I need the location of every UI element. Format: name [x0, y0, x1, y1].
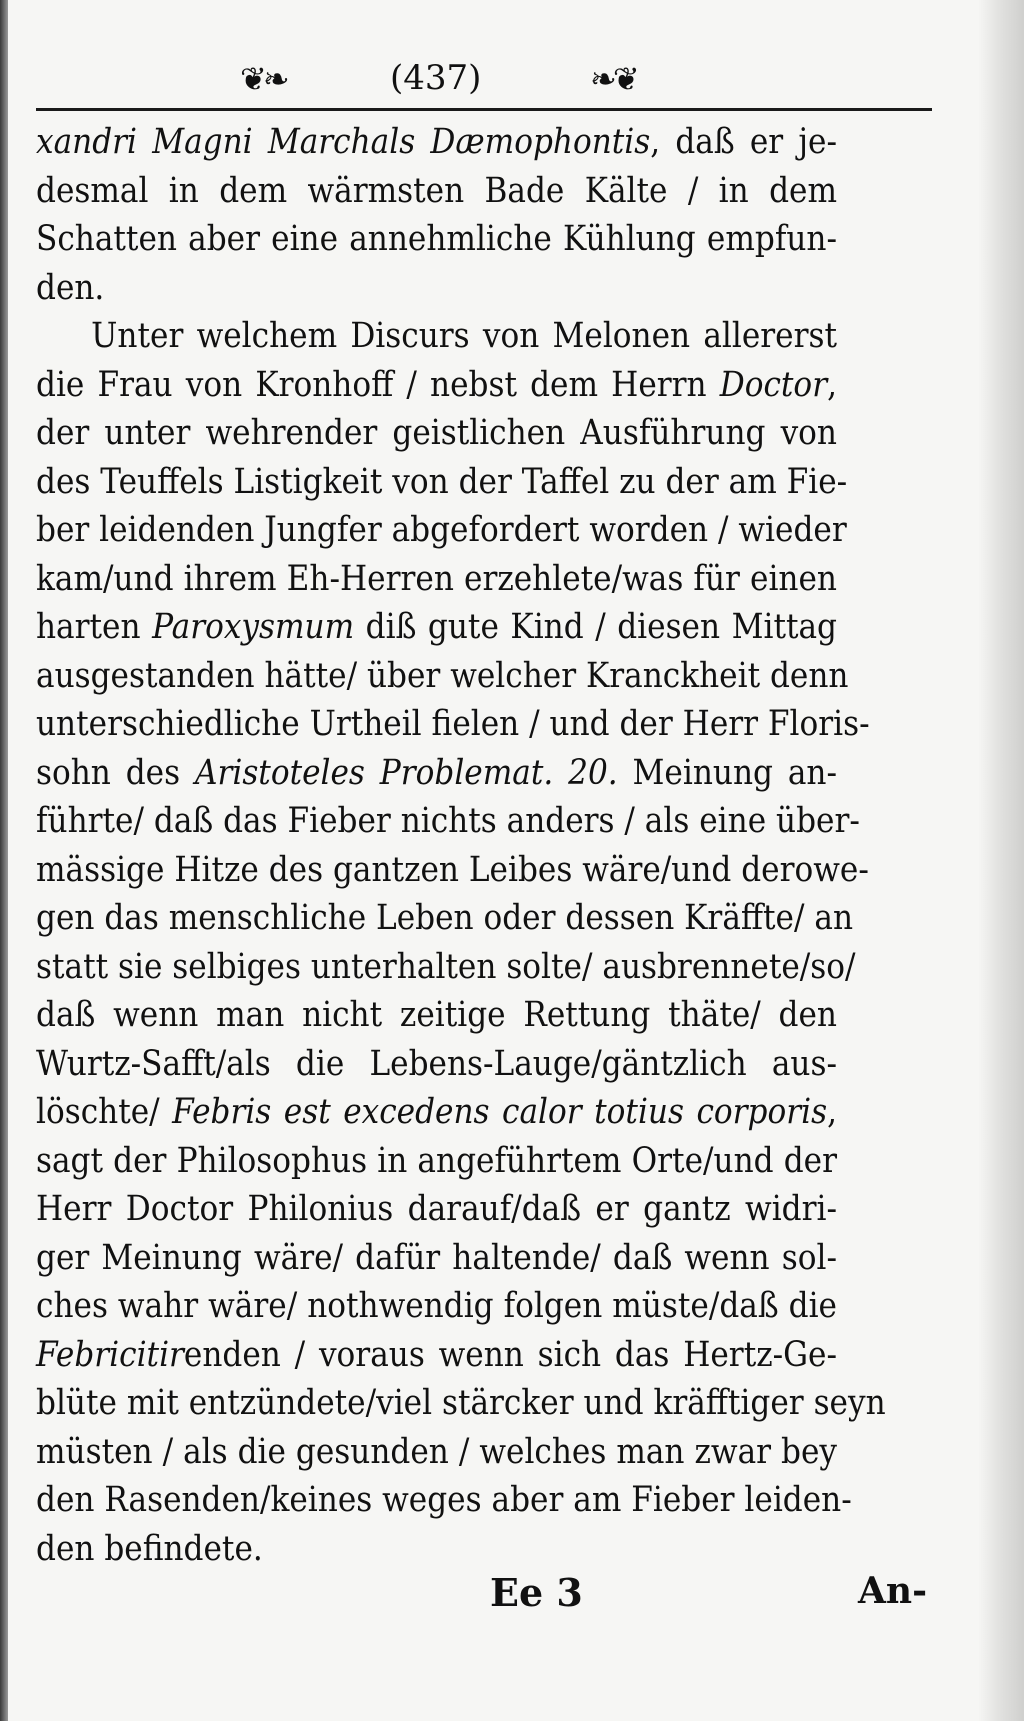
text-line [36, 167, 837, 216]
text-line [36, 1525, 837, 1574]
text-span: des Teuffels Listigkeit von der Taffel zu der am Fie- [36, 461, 848, 502]
text-span: den befindete. [36, 1528, 263, 1569]
text-span: enden / voraus wenn sich das Hertz-Ge- [183, 1334, 837, 1375]
text-line [36, 215, 837, 264]
italic-text: Doctor [719, 364, 828, 405]
text-span: den Rasenden/keines weges aber am Fieber leiden- [36, 1480, 852, 1520]
text-line [36, 1331, 837, 1380]
text-line [36, 1282, 837, 1331]
ornament-left-icon: ❦❧ [240, 60, 286, 98]
text-span: löschte/ [36, 1092, 173, 1132]
text-span: sohn des [36, 752, 195, 793]
text-span: , daß er je- [650, 122, 837, 162]
text-span: die Frau von Kronhoff / nebst dem Herrn [36, 364, 720, 405]
ornament-right-icon: ❧❦ [590, 60, 636, 98]
body-text [36, 118, 886, 1573]
text-line [36, 118, 837, 167]
text-span: ches wahr wäre/ nothwendig folgen müste/daß die [36, 1286, 837, 1326]
text-span: kam/und ihrem Eh-Herren erzehlete/was für einen [36, 558, 837, 599]
text-line [36, 555, 837, 604]
text-line [36, 797, 860, 846]
text-span: Unter welchem Discurs von Melonen allererst [91, 316, 838, 356]
text-span: ger Meinung wäre/ dafür haltende/ daß wenn sol- [36, 1237, 837, 1278]
text-line [36, 991, 837, 1040]
text-line [36, 264, 837, 313]
text-line [36, 700, 870, 749]
text-line [36, 1234, 837, 1283]
text-span: müsten / als die gesunden / welches man zwar bey [36, 1431, 837, 1472]
text-span: , [827, 364, 837, 405]
running-header [240, 58, 680, 104]
text-span: ber leidenden Jungfer abgefordert worden / wieder [36, 510, 847, 550]
text-line [36, 1428, 837, 1477]
text-span: , [827, 1092, 837, 1132]
text-span: blüte mit entzündete/viel stärcker und kräfftiger seyn [36, 1383, 886, 1423]
italic-text: Febricitir [36, 1334, 184, 1375]
text-span: desmal in dem wärmsten Bade Kälte / in dem [36, 170, 837, 211]
text-line [36, 1137, 837, 1186]
text-span: Schatten aber eine annehmliche Kühlung empfun- [36, 219, 837, 259]
text-line [36, 1185, 837, 1234]
text-span: den. [36, 267, 105, 308]
page-number: (437) [390, 58, 482, 98]
text-span: Herr Doctor Philonius darauf/daß er gantz widri- [36, 1189, 837, 1229]
italic-text: Aristoteles Problemat. 20. [194, 752, 618, 793]
text-line [36, 603, 837, 652]
text-line [36, 312, 837, 361]
text-span: unterschiedliche Urtheil fielen / und der Herr Floris- [36, 704, 870, 744]
text-span: Wurtz-Safft/als die Lebens-Lauge/gäntzlich aus- [36, 1043, 837, 1084]
text-span: der unter wehrender geistlichen Ausführung von [36, 413, 837, 453]
italic-text: Febris est excedens calor totius corporis [172, 1092, 828, 1132]
text-span: gen das menschliche Leben oder dessen Kräffte/ an [36, 898, 854, 938]
catchword: An- [858, 1570, 928, 1612]
text-span: harten [36, 607, 153, 647]
text-line [36, 943, 856, 992]
text-span: Meinung an- [617, 752, 837, 793]
italic-text: Paroxysmum [152, 607, 355, 647]
text-span: sagt der Philosophus in angeführtem Orte/und der [36, 1140, 837, 1181]
header-rule [36, 108, 932, 111]
text-span: ausgestanden hätte/ über welcher Kranckheit denn [36, 655, 849, 696]
signature-mark: Ee 3 [490, 1570, 583, 1615]
text-line [36, 506, 847, 555]
page-binding-shadow [0, 0, 8, 1721]
text-span: mässige Hitze des gantzen Leibes wäre/und derowe- [36, 849, 869, 890]
text-line [36, 361, 837, 410]
text-line [36, 652, 849, 701]
text-line [36, 458, 848, 507]
text-span: diß gute Kind / diesen Mittag [354, 607, 837, 647]
text-line [36, 749, 837, 798]
text-line [36, 1088, 837, 1137]
text-line [36, 846, 869, 895]
text-span: führte/ daß das Fieber nichts anders / als eine über- [36, 801, 860, 841]
text-line [36, 1379, 886, 1428]
text-line [36, 894, 854, 943]
text-line [36, 409, 837, 458]
text-line [36, 1476, 852, 1525]
page-edge-shadow [978, 0, 1024, 1721]
text-span: statt sie selbiges unterhalten solte/ ausbrennete/so/ [36, 946, 856, 987]
italic-text: xandri Magni Marchals Dæmophontis [36, 122, 651, 162]
text-line [36, 1040, 837, 1089]
text-span: daß wenn man nicht zeitige Rettung thäte/ den [36, 995, 837, 1035]
